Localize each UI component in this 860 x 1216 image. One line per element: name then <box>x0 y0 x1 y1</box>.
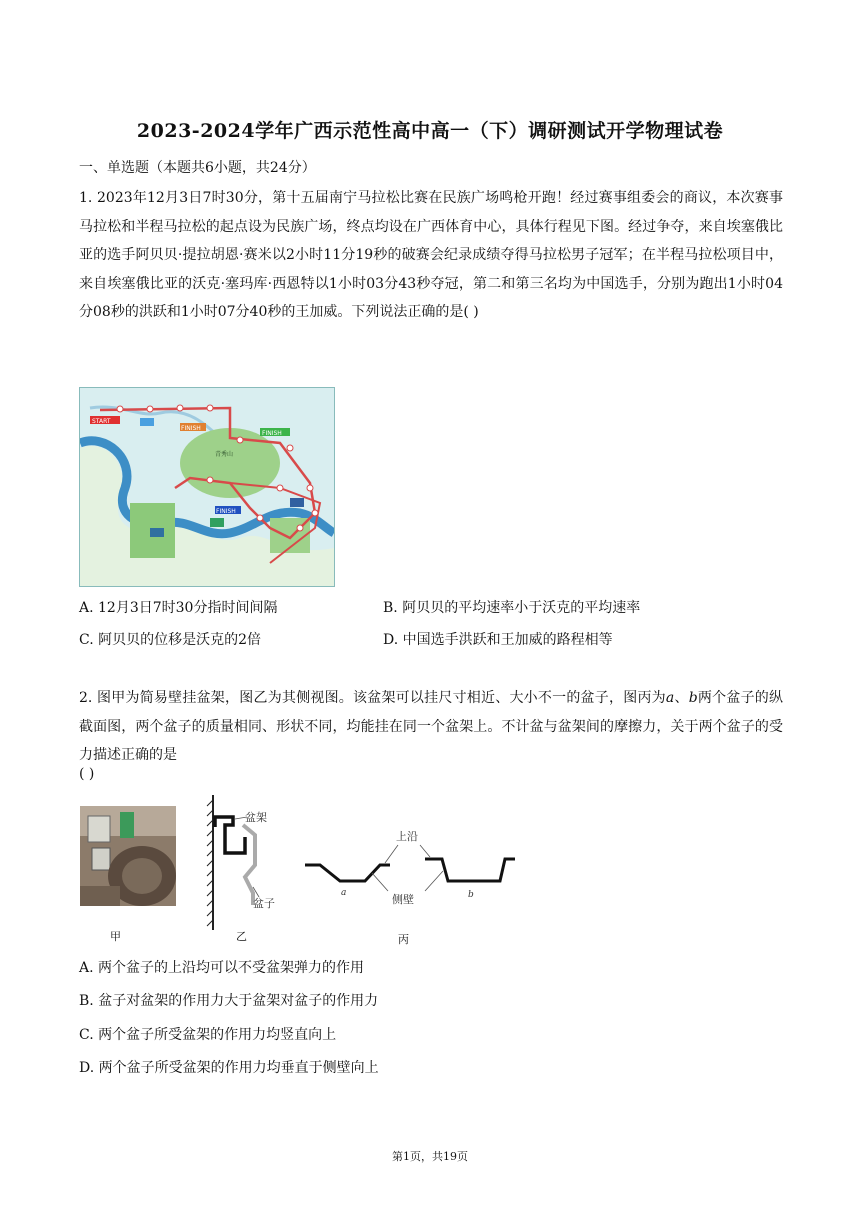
question-1-text: 1. 2023年12月3日7时30分，第十五届南宁马拉松比赛在民族广场鸣枪开跑！经过赛事组委会的商议，本次赛事马拉松和半程马拉松的起点设为民族广场，终点均设在广西体育中心，具体行程见下图。经过争夺，来自埃塞俄比亚的选手阿贝贝·提拉胡恩·赛米以2小时11分19秒的破赛会纪录成绩夺得马拉松男子冠军；在半程马拉松项目中，来自埃塞俄比亚的沃克·塞玛库·西恩特以1小时03分43秒夺冠，第二和第三名均为中国选手，分别为跑出1小时04分08秒的洪跃和1小时07分40秒的王加威。下列说法正确的是( ) <box>79 190 783 320</box>
q1-option-b[interactable]: B. 阿贝贝的平均速率小于沃克的平均速率 <box>383 600 641 616</box>
label-rim: 上沿 <box>396 830 418 843</box>
map-start-label: START <box>92 418 111 425</box>
q2-answer-paren: ( ) <box>79 766 95 782</box>
q2-text-post: 两个盆子的纵截面图，两个盆子的质量相同、形状不同，均能挂在同一个盆架上。不计盆与盆架间的摩擦力，关于两个盆子的受力描述正确的是 <box>79 690 784 763</box>
q1-option-c[interactable]: C. 阿贝贝的位移是沃克的2倍 <box>79 632 262 648</box>
q2-option-a[interactable]: A. 两个盆子的上沿均可以不受盆架弹力的作用 <box>79 960 365 976</box>
label-rack: 盆架 <box>245 811 267 824</box>
label-basin: 盆子 <box>253 897 275 910</box>
q1-option-a[interactable]: A. 12月3日7时30分指时间间隔 <box>79 600 278 616</box>
question-2-text <box>79 684 783 770</box>
wall-rack-photo <box>80 806 176 906</box>
section-heading: 一、单选题（本题共6小题，共24分） <box>79 160 316 176</box>
q2-var-a: a <box>665 690 675 706</box>
map-finish-label-2: FINISH <box>181 425 201 432</box>
map-finish-label-1: FINISH <box>262 430 282 437</box>
q2-var-b: b <box>688 690 698 706</box>
label-wall: 侧壁 <box>392 893 414 906</box>
rack-side-view-drawing <box>205 795 285 930</box>
label-b: b <box>468 890 474 900</box>
caption-bing: 丙 <box>398 933 409 946</box>
q2-option-c[interactable]: C. 两个盆子所受盆架的作用力均竖直向上 <box>79 1027 337 1043</box>
q2-option-d[interactable]: D. 两个盆子所受盆架的作用力均垂直于侧壁向上 <box>79 1060 379 1076</box>
figure-yi-side-view <box>205 795 285 930</box>
marathon-route-map <box>79 387 335 587</box>
q2-text-pre: 2. 图甲为简易壁挂盆架，图乙为其侧视图。该盆架可以挂尺寸相近、大小不一的盆子，图丙为 <box>79 690 666 706</box>
figure-jia-photo <box>80 806 176 906</box>
caption-jia: 甲 <box>110 930 121 943</box>
q2-sep: 、 <box>674 690 689 706</box>
figure-bing-cross-section <box>300 815 520 915</box>
map-hill-label: 青秀山 <box>215 451 234 458</box>
basin-cross-section-drawing <box>300 815 520 915</box>
label-a: a <box>341 888 347 898</box>
caption-yi: 乙 <box>236 930 247 943</box>
map-finish-label-3: FINISH <box>216 508 236 515</box>
q1-option-d[interactable]: D. 中国选手洪跃和王加威的路程相等 <box>383 632 613 648</box>
exam-title: 2023-2024学年广西示范性高中高一（下）调研测试开学物理试卷 <box>136 120 724 142</box>
route-map-drawing <box>80 388 334 586</box>
q2-option-b[interactable]: B. 盆子对盆架的作用力大于盆架对盆子的作用力 <box>79 993 379 1009</box>
page-footer: 第1页，共19页 <box>392 1150 468 1163</box>
